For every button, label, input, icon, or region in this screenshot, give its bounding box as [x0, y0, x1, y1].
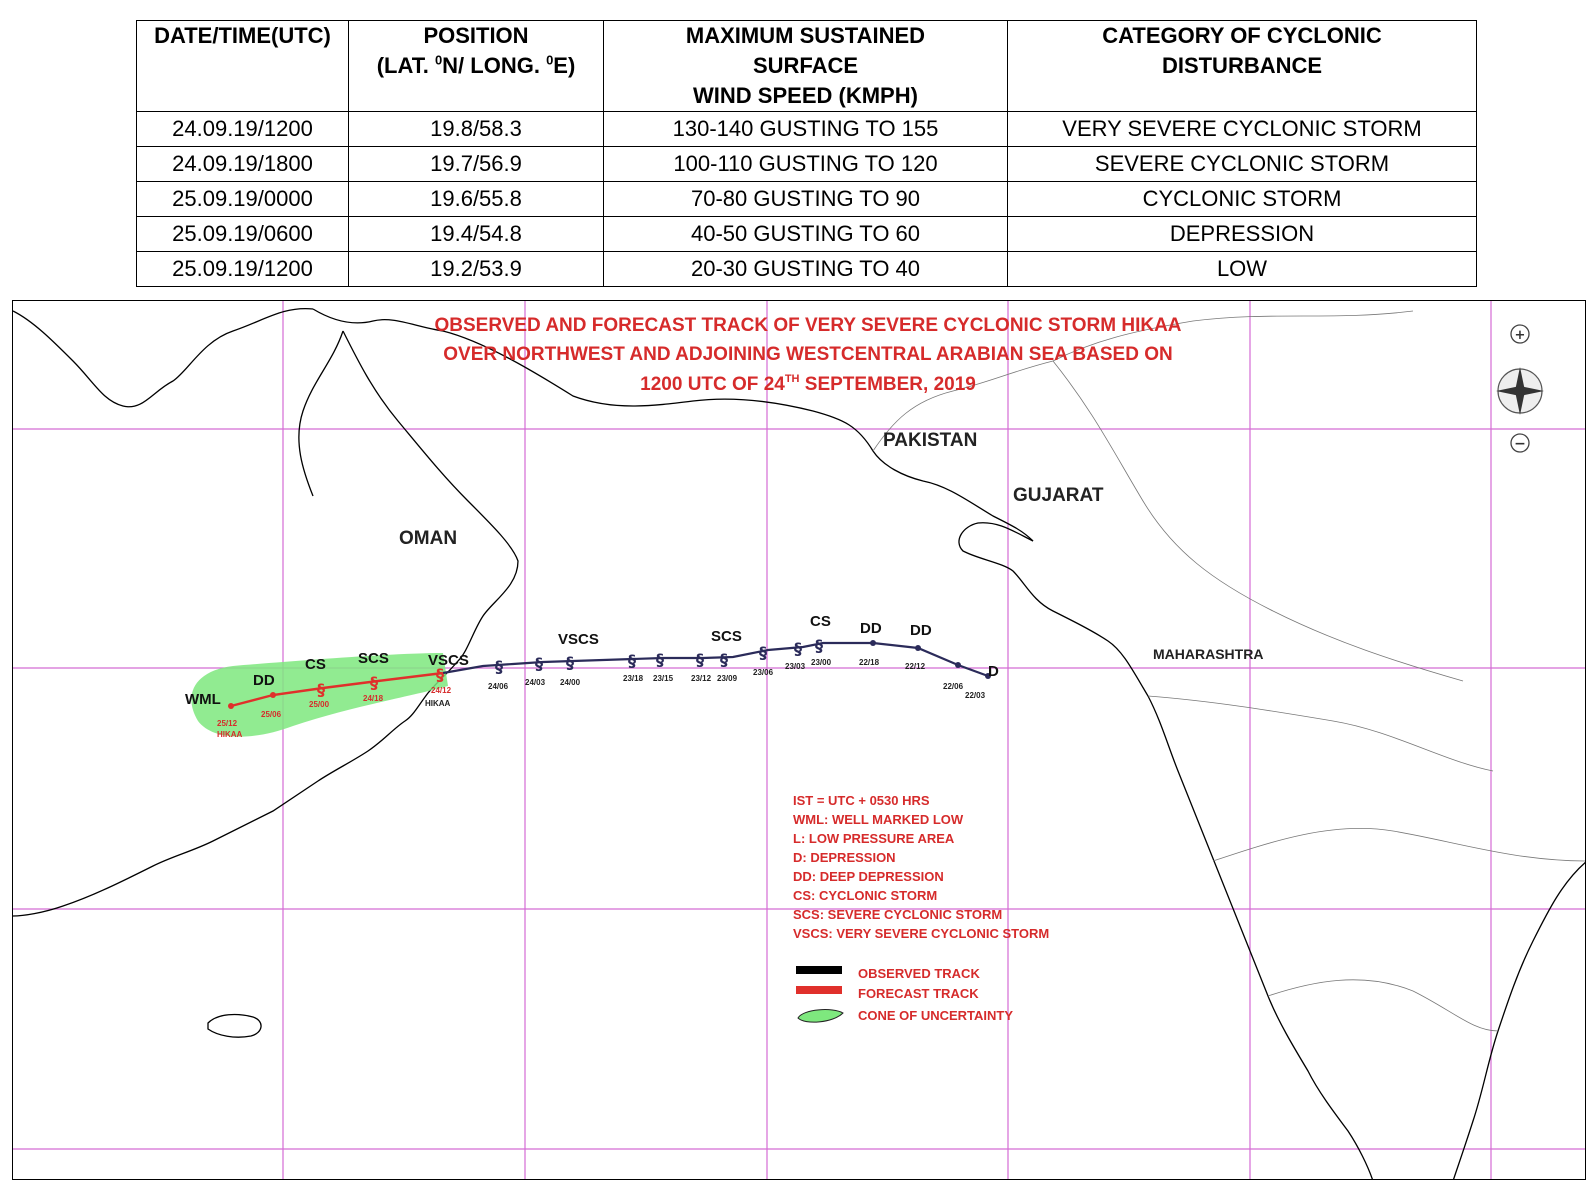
cyclone-symbol-icon: § — [656, 650, 664, 669]
cyclone-symbol-icon: § — [436, 665, 444, 684]
label-wml: WML — [185, 691, 221, 708]
pos-mid: N/ LONG. — [442, 53, 547, 78]
label-dd-observed-2: DD — [910, 622, 932, 639]
header-wind-line1: MAXIMUM SUSTAINED — [685, 23, 926, 48]
track-point — [270, 692, 276, 698]
header-wind-line2: SURFACE — [752, 53, 859, 78]
cyclone-symbol-icon: § — [317, 680, 325, 699]
time-label: 23/09 — [717, 674, 738, 683]
region-oman: OMAN — [399, 528, 458, 549]
time-label: 24/00 — [560, 678, 581, 687]
time-label: 22/18 — [859, 658, 880, 667]
header-position-line1: POSITION — [423, 23, 529, 48]
label-vscs-current: VSCS — [428, 652, 469, 669]
pos-sup2: 0 — [546, 52, 554, 68]
cell-position: 19.4/54.8 — [349, 217, 604, 252]
legend-d: D: DEPRESSION — [793, 850, 896, 865]
label-cs-observed: CS — [810, 613, 831, 630]
time-label: 23/06 — [753, 668, 774, 677]
header-category-line2: DISTURBANCE — [1161, 53, 1323, 78]
zoom-out-glyph-icon: − — [1514, 436, 1526, 452]
label-dd-forecast: DD — [253, 672, 275, 689]
track-point — [870, 640, 876, 646]
header-category — [1008, 21, 1477, 112]
cyclone-symbol-icon: § — [628, 651, 636, 670]
time-label: 23/18 — [623, 674, 644, 683]
table-row — [137, 182, 1477, 217]
track-point — [228, 703, 234, 709]
coast-line — [959, 523, 1373, 1180]
header-datetime-text: DATE/TIME(UTC) — [154, 23, 331, 48]
region-gujarat: GUJARAT — [1013, 485, 1104, 506]
header-wind-line3: WIND SPEED (KMPH) — [693, 83, 918, 108]
map-title-line3 — [640, 373, 976, 395]
coastlines — [13, 309, 1586, 1180]
cyclone-symbol-icon: § — [794, 639, 802, 658]
legend-cs: CS: CYCLONIC STORM — [793, 888, 938, 903]
track-map-canvas — [13, 301, 1586, 1180]
state-borders — [873, 311, 1586, 1031]
cell-category: LOW — [1008, 252, 1477, 287]
cell-wind: 70-80 GUSTING TO 90 — [604, 182, 1008, 217]
cell-position: 19.2/53.9 — [349, 252, 604, 287]
time-label: 24/12 — [431, 686, 452, 695]
cyclone-symbol-icon: § — [696, 650, 704, 669]
border-line — [1053, 361, 1463, 681]
legend — [793, 793, 1049, 1023]
cyclone-symbol-icon: § — [566, 653, 574, 672]
time-label: HIKAA — [425, 699, 451, 708]
header-category-line1: CATEGORY OF CYCLONIC — [1102, 23, 1382, 48]
cell-datetime: 25.09.19/0000 — [137, 182, 349, 217]
region-maharashtra: MAHARASHTRA — [1153, 646, 1264, 662]
graticule — [13, 301, 1586, 1180]
track-point — [915, 645, 921, 651]
cell-wind: 20-30 GUSTING TO 40 — [604, 252, 1008, 287]
time-label: 22/03 — [965, 691, 986, 700]
legend-vscs: VSCS: VERY SEVERE CYCLONIC STORM — [793, 926, 1050, 941]
cell-wind: 130-140 GUSTING TO 155 — [604, 112, 1008, 147]
pos-sup1: 0 — [434, 52, 443, 68]
title-line3-sup: TH — [784, 373, 800, 385]
cyclone-symbol-icon: § — [495, 657, 503, 676]
time-label: 23/12 — [691, 674, 712, 683]
label-scs-observed: SCS — [711, 628, 742, 645]
track-map — [12, 300, 1586, 1180]
cell-datetime: 25.09.19/1200 — [137, 252, 349, 287]
time-label: 25/12 — [217, 719, 238, 728]
label-d-observed: D — [988, 663, 999, 680]
cell-position: 19.6/55.8 — [349, 182, 604, 217]
time-label: 24/18 — [363, 694, 384, 703]
cyclone-symbol-icon: § — [815, 636, 823, 655]
cell-datetime: 24.09.19/1800 — [137, 147, 349, 182]
cell-category: CYCLONIC STORM — [1008, 182, 1477, 217]
legend-forecast-swatch — [796, 986, 842, 994]
cyclone-symbol-icon: § — [720, 650, 728, 669]
forecast-table — [136, 20, 1477, 287]
cell-datetime: 24.09.19/1200 — [137, 112, 349, 147]
cyclone-symbol-icon: § — [535, 654, 543, 673]
cyclone-symbol-icon: § — [370, 673, 378, 692]
cell-category: DEPRESSION — [1008, 217, 1477, 252]
legend-wml: WML: WELL MARKED LOW — [793, 812, 964, 827]
label-vscs-observed: VSCS — [558, 631, 599, 648]
legend-scs: SCS: SEVERE CYCLONIC STORM — [793, 907, 1003, 922]
title-line3-post: SEPTEMBER, 2019 — [799, 374, 976, 395]
pos-pre: (LAT. — [376, 53, 435, 78]
border-line — [1213, 828, 1586, 861]
time-label: 25/06 — [261, 710, 282, 719]
label-scs-forecast: SCS — [358, 650, 389, 667]
time-label: 22/12 — [905, 662, 926, 671]
header-datetime — [137, 21, 349, 112]
time-label: HIKAA — [217, 730, 243, 739]
legend-observed-track: OBSERVED TRACK — [858, 966, 980, 981]
header-wind — [604, 21, 1008, 112]
cell-category: VERY SEVERE CYCLONIC STORM — [1008, 112, 1477, 147]
table-row — [137, 112, 1477, 147]
time-label: 23/03 — [785, 662, 806, 671]
cell-wind: 100-110 GUSTING TO 120 — [604, 147, 1008, 182]
border-line — [1268, 980, 1498, 1031]
table-row — [137, 217, 1477, 252]
pos-post: E) — [553, 53, 576, 78]
table-header-row — [137, 21, 1477, 112]
title-line3-pre: 1200 UTC OF 24 — [640, 374, 785, 395]
label-cs-forecast: CS — [305, 656, 326, 673]
table-row — [137, 147, 1477, 182]
coast-line — [13, 331, 518, 916]
header-position — [349, 21, 604, 112]
coast-line — [13, 309, 313, 407]
region-pakistan: PAKISTAN — [883, 430, 978, 451]
cell-position: 19.7/56.9 — [349, 147, 604, 182]
time-label: 24/06 — [488, 682, 509, 691]
zoom-in-glyph-icon: + — [1514, 328, 1526, 343]
cell-wind: 40-50 GUSTING TO 60 — [604, 217, 1008, 252]
cyclone-symbol-icon: § — [759, 643, 767, 662]
legend-cone-swatch — [798, 1010, 843, 1023]
legend-dd: DD: DEEP DEPRESSION — [793, 869, 944, 884]
legend-l: L: LOW PRESSURE AREA — [793, 831, 955, 846]
time-label: 22/06 — [943, 682, 964, 691]
cell-datetime: 25.09.19/0600 — [137, 217, 349, 252]
map-title-line2: OVER NORTHWEST AND ADJOINING WESTCENTRAL ARABIAN SEA BASED ON — [443, 344, 1173, 365]
cell-position: 19.8/58.3 — [349, 112, 604, 147]
legend-cone: CONE OF UNCERTAINTY — [858, 1008, 1014, 1023]
border-line — [1148, 696, 1493, 771]
header-position-line2 — [351, 51, 601, 81]
map-title-line1: OBSERVED AND FORECAST TRACK OF VERY SEVERE CYCLONIC STORM HIKAA — [434, 315, 1182, 336]
label-dd-observed-1: DD — [860, 620, 882, 637]
time-label: 23/00 — [811, 658, 832, 667]
table-row — [137, 252, 1477, 287]
coast-line — [299, 331, 343, 496]
time-label: 24/03 — [525, 678, 546, 687]
coast-line — [208, 1015, 261, 1038]
cell-category: SEVERE CYCLONIC STORM — [1008, 147, 1477, 182]
legend-ist: IST = UTC + 0530 HRS — [793, 793, 930, 808]
track-point — [955, 662, 961, 668]
legend-observed-swatch — [796, 966, 842, 974]
time-label: 23/15 — [653, 674, 674, 683]
legend-forecast-track: FORECAST TRACK — [858, 986, 979, 1001]
map-navigation — [1496, 325, 1544, 452]
time-label: 25/00 — [309, 700, 330, 709]
